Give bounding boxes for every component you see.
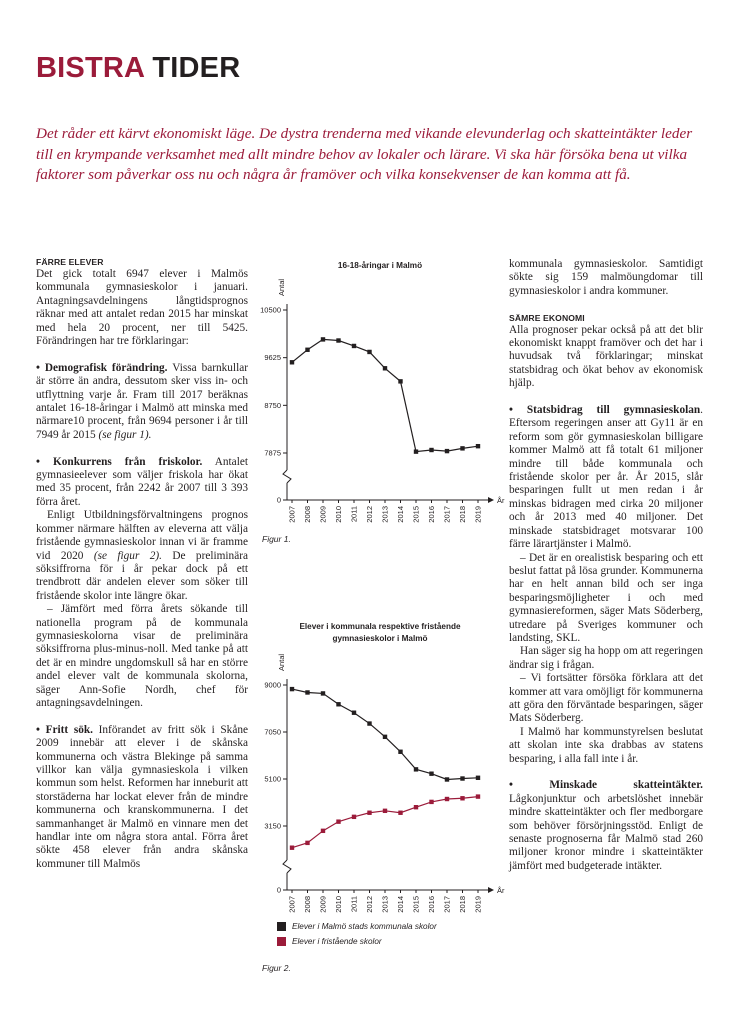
- x-tick-label: 2019: [473, 506, 483, 523]
- data-point: [352, 711, 356, 715]
- data-point: [414, 449, 418, 453]
- x-tick-label: 2009: [318, 506, 328, 523]
- paragraph: [36, 509, 248, 603]
- paragraph-text: Lågkonjunktur och arbetslöshet innebär mindre skatteintäkter och fler medborgare som behöver försörjningsstöd. Enligt de senaste prognoserna får Malmö stad 260 miljoner kronor mindre i skatteintäkter jämfört med budgeterade intäkter.: [509, 792, 703, 872]
- x-tick-label: 2017: [442, 506, 452, 523]
- paragraph-text: Införandet av fritt sök i Skåne 2009 innebär att elever i de skånska kommunerna och västra Blekinge på samma villkor kan välja gymnasieskola i vilken kommun som helst. Reformen har inneburit att storstäderna har lockat elever från de mindre kommunerna och kranskommunerna. I det sammanhanget är Malmö en vinnare men det handlar inte om några stora antal. Förra året sökte 458 elever från andra skånska kommuner till Malmös: [36, 723, 248, 870]
- x-tick-label: 2011: [349, 506, 359, 523]
- x-tick-label: 2008: [303, 896, 312, 913]
- y-tick-label: 9625: [264, 353, 281, 363]
- y-tick-label: 8750: [264, 400, 281, 410]
- figure-2-title-line-1: Elever i kommunala respektive fristående: [299, 622, 461, 631]
- paragraph: – Det är en orealistisk besparing och ett beslut fattat på lösa grunder. Kommunerna har en helt annan bild och ser inga besparingsmöjligheter i och med gymnasiereformen, säger Mats Söderberg, utredare på Sveriges kommuner och landsting, SKL.: [509, 551, 703, 644]
- x-tick-label: 2011: [349, 896, 359, 913]
- x-tick-label: 2018: [458, 896, 467, 913]
- paragraph: Det gick totalt 6947 elever i Malmös kommunala gymnasieskolor i januari. Antagningsavdelningens långtidsprognos räknar med att antalet redan 2015 har minskat med hela 20 procent, ner till 5425. Förändringen har tre förklaringar:: [36, 268, 248, 348]
- x-tick-label: 2008: [303, 506, 312, 523]
- section-heading-farre-elever: FÄRRE ELEVER: [36, 257, 104, 267]
- data-point: [305, 348, 309, 352]
- data-point: [367, 721, 371, 725]
- paragraph: – Jämfört med förra årets sökande till nationella program på de kommunala gymnasieskolorna visar de preliminära söksiffrorna plus-minus-noll. Med tanke på att det är en mindre ungdomskull så har en större andel elever valt de kommunala skolorna, säger Ann-Sofie Nordh, chef för antagningsavdelningen.: [36, 603, 248, 709]
- y-tick-label: 0: [276, 495, 281, 505]
- x-tick-label: 2010: [334, 506, 343, 523]
- paragraph-text: Eftersom regeringen anser att Gy11 är en reform som gör gymnasieskolan billigare kommer Malmö att få totalt 61 miljoner mindre till både kommunala och fristående skolor per år. År 2015, slår besparingen fullt ut men redan i år minskas bidragen med cirka 20 miljoner och år 2013 med 40 miljoner. Det minskade statsbidraget motsvarar 100 färre lärartjänster i Malmö.: [509, 417, 703, 551]
- y-tick-label: 10500: [260, 305, 281, 315]
- data-point: [352, 344, 356, 348]
- x-tick-label: 2014: [396, 506, 405, 523]
- data-point: [321, 337, 325, 341]
- data-point: [336, 702, 340, 706]
- headline-word-1: BISTRA: [36, 52, 145, 84]
- data-point: [476, 794, 480, 798]
- x-tick-label: 2013: [380, 506, 390, 523]
- paragraph-text: Antalet gymnasieelever som väljer friskola har ökat med 35 procent, från 2242 år 2007 till 3 393 förra året.: [36, 455, 248, 508]
- figure-2-chart: [255, 650, 505, 930]
- paragraph-text: Vissa barnkullar är större än andra, dessutom sker viss in- och utflyttning varje år. Fram till 2017 beräknas antalet 16-18-åringar i Malmö att minska med närmare10 procent, från 9694 personer i år till 7949 år 2015: [36, 361, 248, 441]
- legend-label-kommunala: Elever i Malmö stads kommunala skolor: [292, 922, 437, 931]
- x-tick-label: 2012: [365, 896, 374, 913]
- x-tick-label: 2007: [287, 506, 297, 523]
- legend-swatch-fristaende: [277, 937, 286, 946]
- data-point: [367, 350, 371, 354]
- paragraph: Alla prognoser pekar också på att det blir ekonomiskt knappt framöver och det har i huvudsak två förklaringar; minskat statsbidrag och ökat behov av ekonomisk hjälp.: [509, 323, 703, 390]
- data-point: [367, 811, 371, 815]
- paragraph: – Vi fortsätter försöka förklara att det kommer att vara omöjligt för kommunerna att göra den förväntade besparingen, säger Mats Söderberg.: [509, 672, 703, 725]
- paragraph: [36, 724, 248, 871]
- paragraph: [509, 404, 703, 551]
- x-axis-label: År: [497, 496, 505, 505]
- bullet-lead: • Demografisk förändring.: [36, 361, 168, 374]
- x-tick-label: 2019: [473, 896, 483, 913]
- data-point: [336, 819, 340, 823]
- data-point: [445, 449, 449, 453]
- figure-2-title-line-2: gymnasieskolor i Malmö: [332, 634, 428, 644]
- x-axis-arrow: [488, 887, 494, 893]
- data-point: [383, 366, 387, 370]
- figure-2-caption: Figur 2.: [262, 963, 291, 973]
- data-point: [290, 845, 294, 849]
- data-point: [321, 829, 325, 833]
- paragraph: kommunala gymnasieskolor. Samtidigt sökte sig 159 malmöungdomar till gymnasieskolor i andra kommuner.: [509, 258, 703, 297]
- data-point: [460, 446, 464, 450]
- figure-1-chart: [255, 278, 505, 540]
- data-point: [476, 776, 480, 780]
- section-heading-samre-ekonomi: SÄMRE EKONOMI: [509, 312, 585, 323]
- paragraph-text: De preliminära söksiffrorna för i år pekar dock på ett trendbrott där andelen elever som söker till fristående skolor inte längre ökar.: [36, 549, 248, 602]
- figure-1-caption: Figur 1.: [262, 534, 291, 544]
- data-point: [414, 805, 418, 809]
- data-point: [445, 797, 449, 801]
- legend-item-kommunala: [277, 922, 437, 931]
- data-point: [383, 735, 387, 739]
- data-point: [352, 815, 356, 819]
- x-tick-label: 2009: [318, 896, 328, 913]
- x-tick-label: 2010: [334, 896, 343, 913]
- y-tick-label: 7050: [264, 727, 281, 737]
- bullet-lead: • Konkurrens från friskolor.: [36, 455, 203, 468]
- lead-paragraph: Det råder ett kärvt ekonomiskt läge. De dystra trenderna med vikande elevunderlag och skatteintäkter leder till en krympande verksamhet med allt mindre behov av lokaler och lärare. Vi ska här försöka bena ut vilka faktorer som påverkar oss nu och några år framöver och vilka konsekvenser de kan komma att få.: [36, 125, 693, 184]
- data-point: [429, 771, 433, 775]
- paragraph: Han säger sig ha hopp om att regeringen ändrar sig i frågan.: [509, 645, 703, 671]
- x-tick-label: 2012: [365, 506, 374, 523]
- paragraph: [509, 779, 703, 873]
- data-point: [305, 690, 309, 694]
- paragraph: [36, 362, 248, 442]
- data-point: [429, 800, 433, 804]
- data-point: [476, 444, 480, 448]
- column-left: [36, 256, 248, 871]
- data-point: [460, 796, 464, 800]
- data-point: [398, 379, 402, 383]
- figure-1-title: 16-18-åringar i Malmö: [337, 261, 423, 270]
- legend-item-fristaende: [277, 937, 382, 946]
- legend-label-fristaende: Elever i fristående skolor: [292, 937, 382, 946]
- y-tick-label: 3150: [264, 821, 281, 831]
- data-point: [336, 338, 340, 342]
- paragraph: [36, 456, 248, 510]
- paragraph-text: Enligt Utbildningsförvaltningens prognos kommer närmare hälften av eleverna att välja fristående gymnasieskolor innan vi är framme vid 2020: [36, 509, 248, 562]
- x-tick-label: 2016: [427, 506, 436, 523]
- data-point: [321, 691, 325, 695]
- x-axis-label: År: [497, 886, 505, 895]
- figure-2-title: [262, 621, 498, 645]
- figure-reference: (se figur 1).: [98, 428, 152, 441]
- x-tick-label: 2015: [411, 896, 421, 913]
- x-tick-label: 2017: [442, 896, 452, 913]
- axis-break-mark: [283, 860, 291, 873]
- bullet-lead: • Minskade skatteintäkter.: [509, 779, 703, 792]
- data-point: [429, 448, 433, 452]
- x-tick-label: 2015: [411, 506, 421, 523]
- x-tick-label: 2014: [396, 896, 405, 913]
- y-tick-label: 9000: [264, 680, 281, 690]
- headline-word-2: TIDER: [152, 52, 241, 84]
- column-right: [509, 258, 703, 873]
- x-tick-label: 2013: [380, 896, 390, 913]
- y-axis-label: Antal: [277, 278, 286, 296]
- data-point: [398, 811, 402, 815]
- y-tick-label: 7875: [264, 448, 281, 458]
- paragraph-text: .: [700, 404, 703, 417]
- data-point: [290, 687, 294, 691]
- x-tick-label: 2018: [458, 506, 467, 523]
- axis-break-mark: [283, 470, 291, 483]
- data-point: [414, 767, 418, 771]
- data-point: [290, 360, 294, 364]
- bullet-lead: • Statsbidrag till gymnasieskolan: [509, 404, 701, 417]
- y-axis-label: Antal: [277, 653, 286, 671]
- legend-swatch-kommunala: [277, 922, 286, 931]
- x-tick-label: 2007: [287, 896, 297, 913]
- series-line-1: [292, 797, 478, 848]
- paragraph: I Malmö har kommunstyrelsen beslutat att skolan inte ska drabbas av statens besparing, i alla fall inte i år.: [509, 725, 703, 765]
- data-point: [383, 809, 387, 813]
- y-tick-label: 5100: [264, 774, 281, 784]
- data-point: [305, 841, 309, 845]
- data-point: [445, 777, 449, 781]
- data-point: [460, 776, 464, 780]
- data-point: [398, 750, 402, 754]
- figure-reference: (se figur 2).: [93, 549, 162, 562]
- x-tick-label: 2016: [427, 896, 436, 913]
- y-tick-label: 0: [276, 885, 281, 895]
- bullet-lead: • Fritt sök.: [36, 723, 93, 736]
- series-line-0: [292, 689, 478, 779]
- series-line-0: [292, 339, 478, 451]
- headline: [36, 54, 240, 83]
- x-axis-arrow: [488, 497, 494, 503]
